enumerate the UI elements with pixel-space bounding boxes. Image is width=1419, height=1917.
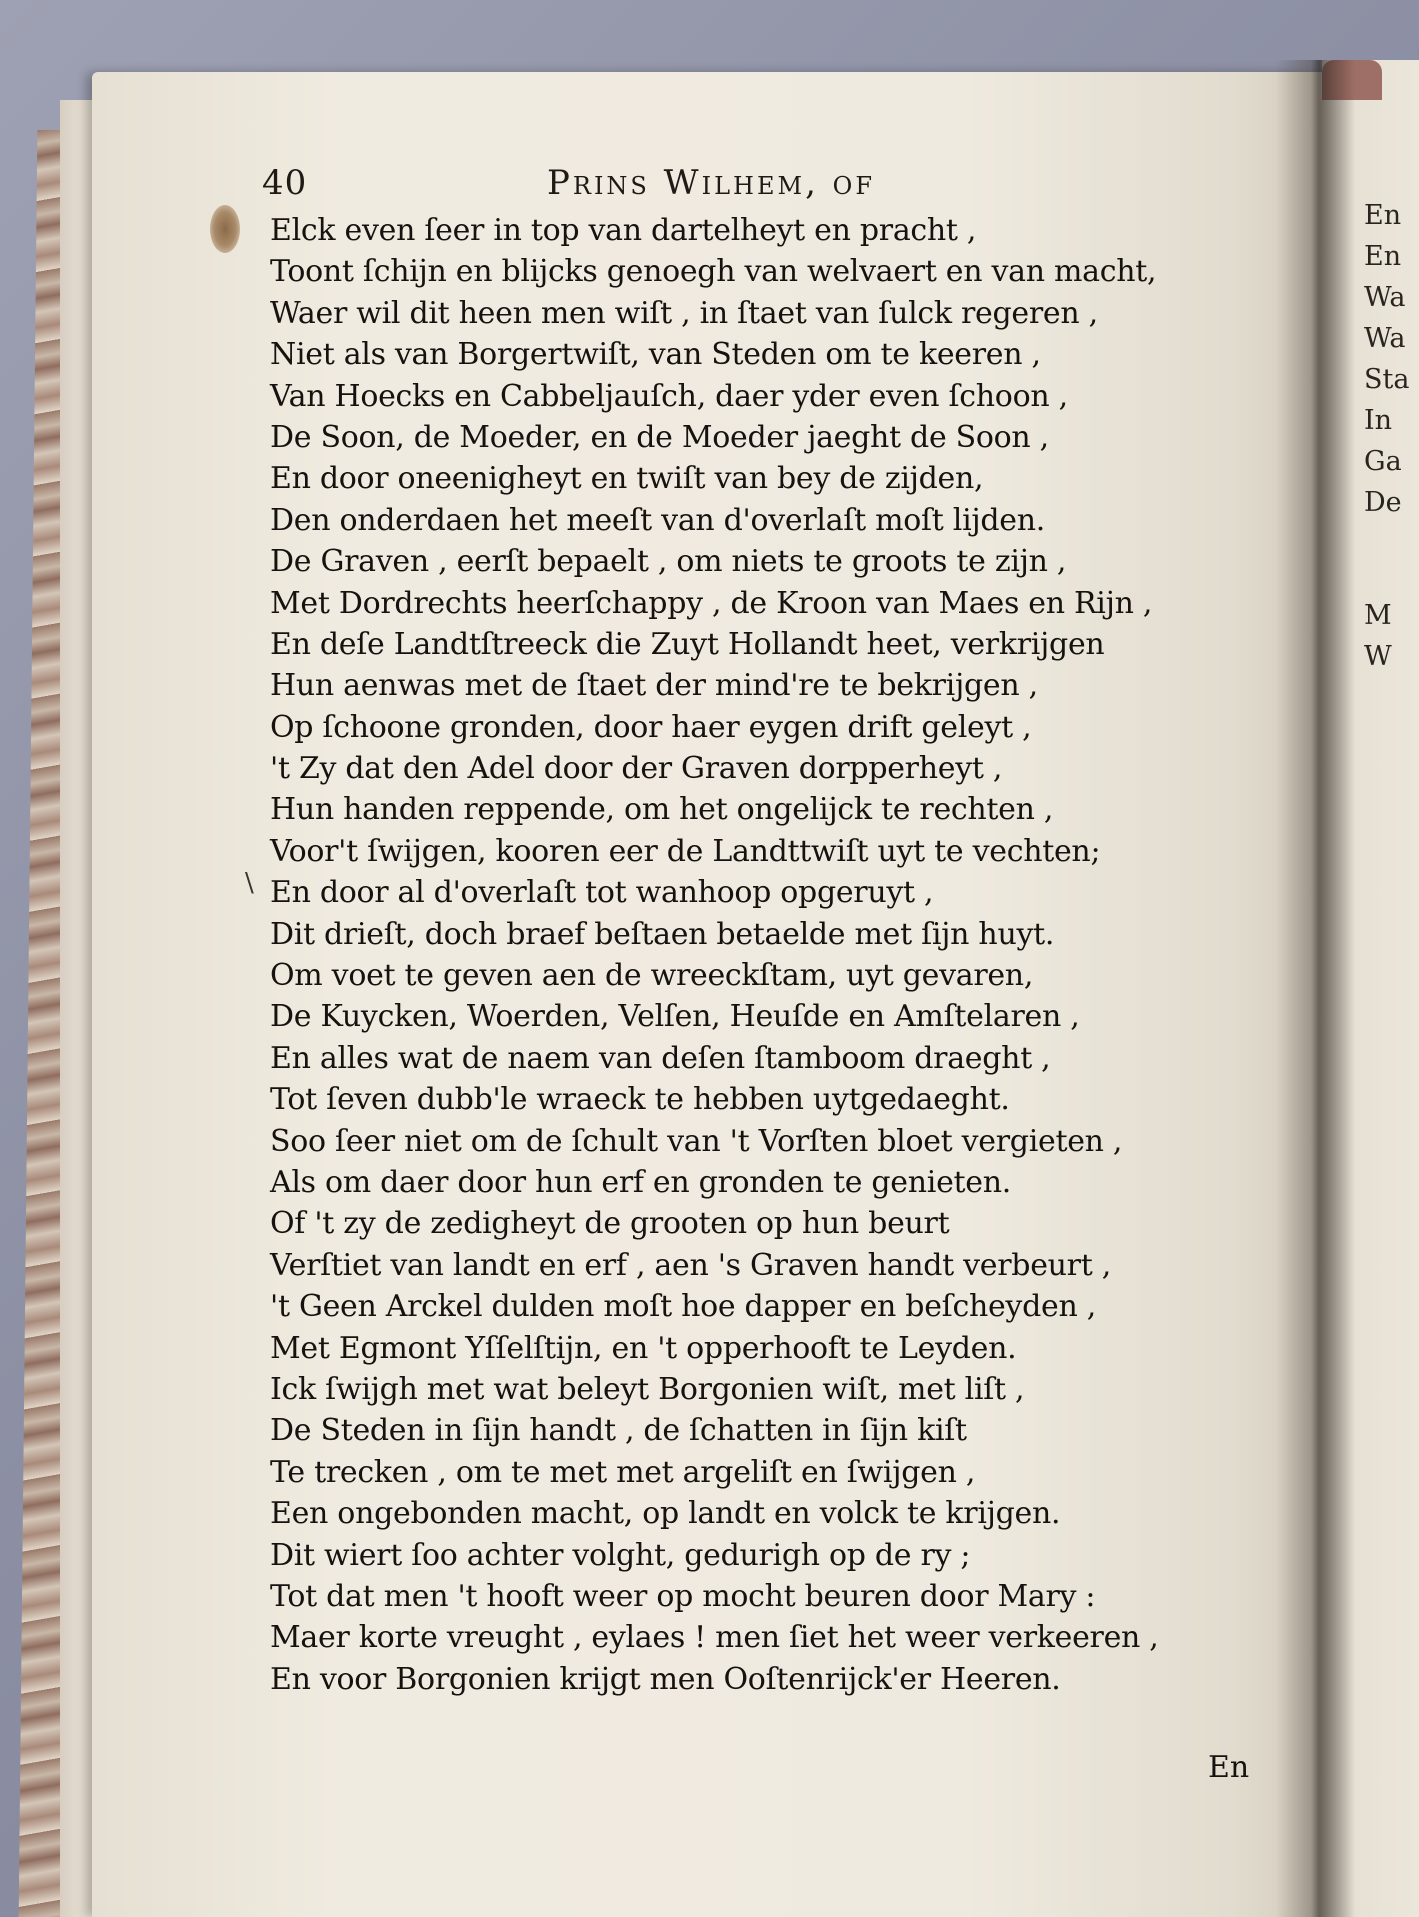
- poem-line: Een ongebonden macht, op landt en volck te krijgen.: [270, 1496, 1061, 1532]
- poem-line: 't Zy dat den Adel door der Graven dorpperheyt ,: [270, 751, 1003, 787]
- poem-line: En door oneenigheyt en twiſt van bey de zijden,: [270, 461, 984, 497]
- poem-line: Op ſchoone gronden, door haer eygen drift geleyt ,: [270, 709, 1032, 745]
- facing-page-fragment: In: [1364, 405, 1393, 436]
- poem-line: Niet als van Borgertwiſt, van Steden om te keeren ,: [270, 337, 1041, 373]
- poem-line: 't Geen Arckel dulden moſt hoe dapper en beſcheyden ,: [270, 1289, 1096, 1325]
- poem-line: Als om daer door hun erf en gronden te genieten.: [270, 1164, 1011, 1200]
- facing-page-fragment: De: [1364, 487, 1402, 518]
- facing-page-fragment: Sta: [1364, 364, 1410, 395]
- facing-page-fragment: Wa: [1364, 323, 1406, 354]
- poem-line: Met Egmont Yſſelſtijn, en 't opperhooft te Leyden.: [270, 1330, 1017, 1366]
- poem-line: Ick ſwijgh met wat beleyt Borgonien wiſt, met liſt ,: [270, 1371, 1025, 1407]
- facing-page-fragment: Ga: [1364, 446, 1402, 477]
- poem-line: De Soon, de Moeder, en de Moeder jaeght de Soon ,: [270, 419, 1049, 455]
- poem-line: En voor Borgonien krijgt men Ooſtenrijck'er Heeren.: [270, 1661, 1061, 1697]
- poem-line: Voor't ſwijgen, kooren eer de Landttwiſt uyt te vechten;: [270, 833, 1101, 869]
- poem-line: De Steden in ſijn handt , de ſchatten in ſijn kiſt: [270, 1413, 967, 1449]
- poem-line: En deſe Landtſtreeck die Zuyt Hollandt heet, verkrijgen: [270, 626, 1105, 662]
- poem-line: De Kuycken, Woerden, Velſen, Heuſde en Amſtelaren ,: [270, 999, 1080, 1035]
- poem-line: En alles wat de naem van deſen ſtamboom draeght ,: [270, 1040, 1051, 1076]
- page-number: 40: [262, 163, 308, 203]
- ink-stain: [210, 205, 240, 253]
- facing-page-fragment: Wa: [1364, 282, 1406, 313]
- poem-line: Soo ſeer niet om de ſchult van 't Vorſten bloet vergieten ,: [270, 1123, 1123, 1159]
- poem-line: Hun handen reppende, om het ongelijck te rechten ,: [270, 792, 1054, 828]
- poem-line: Tot ſeven dubb'le wraeck te hebben uytgedaeght.: [270, 1082, 1010, 1118]
- facing-page-fragment: En: [1364, 200, 1402, 231]
- page-header: [262, 163, 1042, 207]
- facing-page-fragment: W: [1364, 641, 1392, 672]
- facing-page-text: [1364, 195, 1419, 677]
- poem-line: Toont ſchijn en blijcks genoegh van welvaert en van macht,: [270, 254, 1157, 290]
- poem-line: De Graven , eerſt bepaelt , om niets te groots te zijn ,: [270, 544, 1067, 580]
- facing-page-fragment: En: [1364, 241, 1402, 272]
- facing-page-fragment: M: [1364, 600, 1392, 631]
- poem-line: Waer wil dit heen men wiſt , in ſtaet van ſulck regeren ,: [270, 295, 1098, 331]
- poem-line: Om voet te geven aen de wreeckſtam, uyt gevaren,: [270, 958, 1034, 994]
- poem-line: Dit wiert ſoo achter volght, gedurigh op de ry ;: [270, 1537, 971, 1573]
- poem-line: Van Hoecks en Cabbeljauſch, daer yder even ſchoon ,: [270, 378, 1068, 414]
- poem-line: Elck even ſeer in top van dartelheyt en pracht ,: [270, 213, 977, 248]
- running-head: Prins Wilhem, of: [547, 163, 876, 203]
- poem-line: Hun aenwas met de ſtaet der mind're te bekrijgen ,: [270, 668, 1038, 704]
- poem-line: Met Dordrechts heerſchappy , de Kroon van Maes en Rijn ,: [270, 585, 1153, 621]
- poem-line: En door al d'overlaſt tot wanhoop opgeruyt ,: [270, 875, 934, 911]
- poem-line: Te trecken , om te met met argeliſt en ſwijgen ,: [270, 1454, 976, 1490]
- poem-text: [270, 210, 1270, 1700]
- poem-line: Dit drieſt, doch braef beſtaen betaelde met ſijn huyt.: [270, 916, 1055, 952]
- facing-page-gap: [1364, 523, 1419, 595]
- poem-line: Of 't zy de zedigheyt de grooten op hun beurt: [270, 1206, 950, 1242]
- poem-line: Den onderdaen het meeſt van d'overlaſt moſt lijden.: [270, 502, 1045, 538]
- margin-mark: \: [245, 868, 254, 898]
- catchword: En: [1208, 1750, 1250, 1785]
- poem-line: Tot dat men 't hooft weer op mocht beuren door Mary :: [270, 1578, 1096, 1614]
- poem-line: Verſtiet van landt en erf , aen 's Graven handt verbeurt ,: [270, 1247, 1111, 1283]
- poem-line: Maer korte vreught , eylaes ! men ſiet het weer verkeeren ,: [270, 1620, 1159, 1656]
- page-gutter-shadow: [1275, 60, 1355, 1917]
